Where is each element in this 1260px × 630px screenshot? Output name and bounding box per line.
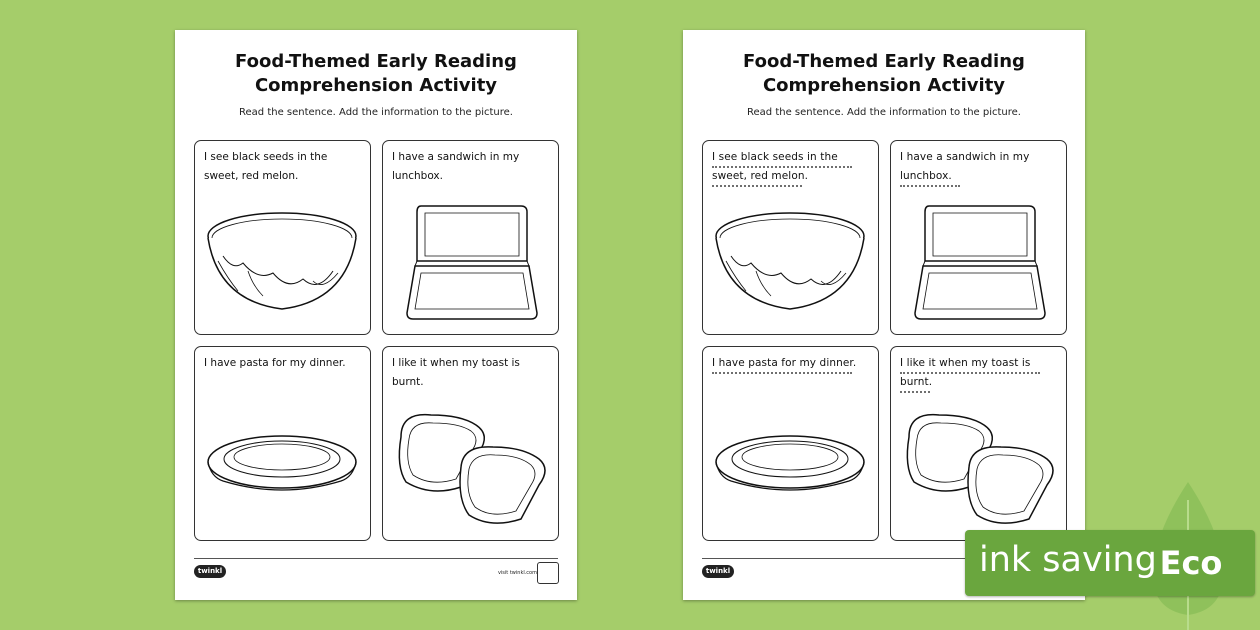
title-line-2: Comprehension Activity [762, 75, 1006, 96]
panel-pasta [702, 346, 879, 541]
worksheet-preview-standard [175, 30, 577, 600]
worksheet-instructions: Read the sentence. Add the information to the picture. [239, 107, 513, 118]
toast-illustration [391, 407, 549, 532]
eco-badge: Eco [1159, 544, 1223, 582]
worksheet-instructions: Read the sentence. Add the information to the picture. [747, 107, 1021, 118]
panel-sentence: I have pasta for my dinner. [204, 357, 346, 369]
visit-link-text: visit twinkl.com [497, 570, 537, 576]
panel-sentence: I see black seeds in the sweet, red melon. [204, 151, 328, 182]
panel-toast [890, 346, 1067, 541]
worksheet-title [175, 50, 577, 98]
twinkl-logo: twinkl [194, 565, 226, 578]
plate-illustration [711, 407, 869, 532]
panel-toast [382, 346, 559, 541]
melon-bowl-illustration [711, 201, 869, 326]
ink-saving-label: ink saving [979, 540, 1157, 580]
twinkl-logo: twinkl [702, 565, 734, 578]
panel-sentence: I have pasta for my dinner. [712, 357, 857, 369]
panel-lunchbox [382, 140, 559, 335]
lunchbox-illustration [899, 201, 1057, 326]
phoneme-dots [712, 162, 852, 168]
panel-sentence: I like it when my toast is burnt. [392, 357, 520, 388]
panel-sentence: I have a sandwich in my lunchbox. [900, 151, 1030, 182]
quality-badge-icon [537, 562, 559, 584]
panel-sentence: I like it when my toast is burnt. [900, 357, 1031, 388]
phoneme-dots [712, 181, 802, 187]
melon-bowl-illustration [203, 201, 361, 326]
panel-melon [194, 140, 371, 335]
toast-illustration [899, 407, 1057, 532]
phoneme-dots [900, 368, 1040, 374]
lunchbox-illustration [391, 201, 549, 326]
worksheet-title [683, 50, 1085, 98]
panel-lunchbox [890, 140, 1067, 335]
phoneme-dots [900, 181, 960, 187]
title-line-1: Food-Themed Early Reading [235, 51, 517, 72]
worksheet-preview-ink-saving [683, 30, 1085, 600]
plate-illustration [203, 407, 361, 532]
panel-sentence: I see black seeds in the sweet, red melon. [712, 151, 838, 182]
title-line-1: Food-Themed Early Reading [743, 51, 1025, 72]
phoneme-dots [712, 368, 852, 374]
title-line-2: Comprehension Activity [254, 75, 498, 96]
panel-sentence: I have a sandwich in my lunchbox. [392, 151, 520, 182]
panel-pasta [194, 346, 371, 541]
footer-divider [194, 558, 558, 559]
phoneme-dots [900, 387, 930, 393]
panel-melon [702, 140, 879, 335]
